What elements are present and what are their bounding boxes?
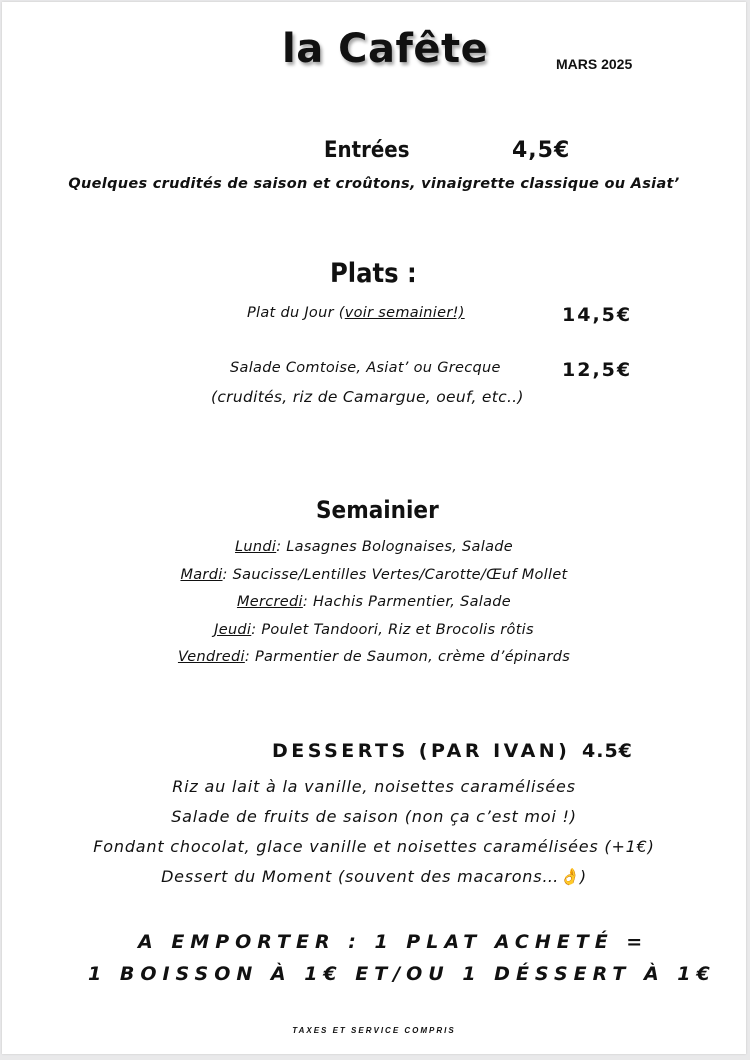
day-dish: : Hachis Parmentier, Salade bbox=[302, 594, 512, 610]
day-dish: : Poulet Tandoori, Riz et Brocolis rôtis bbox=[251, 621, 534, 638]
desserts-heading: DESSERTS (PAR IVAN) bbox=[272, 740, 571, 762]
voir-semainier-link[interactable]: voir semainier!) bbox=[344, 305, 465, 321]
page-title: la Cafête bbox=[282, 26, 489, 72]
semainier-row bbox=[2, 644, 746, 672]
entrees-description: Quelques crudités de saison et croûtons, vinaigrette classique ou Asiat’ bbox=[68, 176, 680, 192]
day-dish: : Parmentier de Saumon, crème d’épinards bbox=[244, 649, 571, 665]
plats-heading: Plats : bbox=[330, 258, 417, 289]
emporter-line-2: 1 BOISSON À 1€ ET/OU 1 DÉSSERT À 1€ bbox=[88, 963, 716, 985]
entrees-heading: Entrées bbox=[324, 138, 410, 163]
emporter-line-1: A EMPORTER : 1 PLAT ACHETÉ = bbox=[138, 931, 649, 953]
menu-page bbox=[2, 2, 746, 1054]
plat-du-jour bbox=[247, 305, 465, 321]
semainier-list bbox=[2, 534, 746, 672]
semainier-heading: Semainier bbox=[316, 496, 439, 524]
day-dish: : Lasagnes Bolognaises, Salade bbox=[276, 539, 513, 555]
dessert-item: Fondant chocolat, glace vanille et noisettes caramélisées (+1€) bbox=[93, 837, 655, 856]
semainier-row bbox=[2, 589, 746, 617]
menu-date: MARS 2025 bbox=[556, 56, 633, 72]
semainier-row bbox=[2, 534, 746, 562]
semainier-row bbox=[2, 617, 746, 645]
plat-du-jour-label: Plat du Jour ( bbox=[247, 305, 345, 321]
salade-name: Salade Comtoise, Asiat’ ou Grecque bbox=[230, 360, 501, 376]
desserts-price: 4.5€ bbox=[582, 740, 633, 762]
day-label: Lundi bbox=[235, 539, 277, 555]
salade-price: 12,5€ bbox=[562, 359, 633, 381]
desserts-list bbox=[2, 772, 746, 892]
day-label: Mardi bbox=[180, 566, 223, 583]
entrees-price: 4,5€ bbox=[512, 138, 571, 163]
day-label: Vendredi bbox=[177, 649, 245, 665]
footer-note: TAXES ET SERVICE COMPRIS bbox=[292, 1026, 456, 1035]
day-label: Jeudi bbox=[214, 621, 252, 638]
day-label: Mercredi bbox=[236, 594, 303, 610]
dessert-item: Dessert du Moment (souvent des macarons…👌) bbox=[161, 867, 587, 886]
dessert-item: Riz au lait à la vanille, noisettes caramélisées bbox=[172, 777, 576, 796]
dessert-item: Salade de fruits de saison (non ça c’est moi !) bbox=[171, 807, 577, 826]
plat-du-jour-price: 14,5€ bbox=[562, 304, 633, 326]
day-dish: : Saucisse/Lentilles Vertes/Carotte/Œuf Mollet bbox=[222, 566, 568, 583]
semainier-row bbox=[2, 562, 746, 590]
salade-detail: (crudités, riz de Camargue, oeuf, etc..) bbox=[211, 388, 524, 406]
